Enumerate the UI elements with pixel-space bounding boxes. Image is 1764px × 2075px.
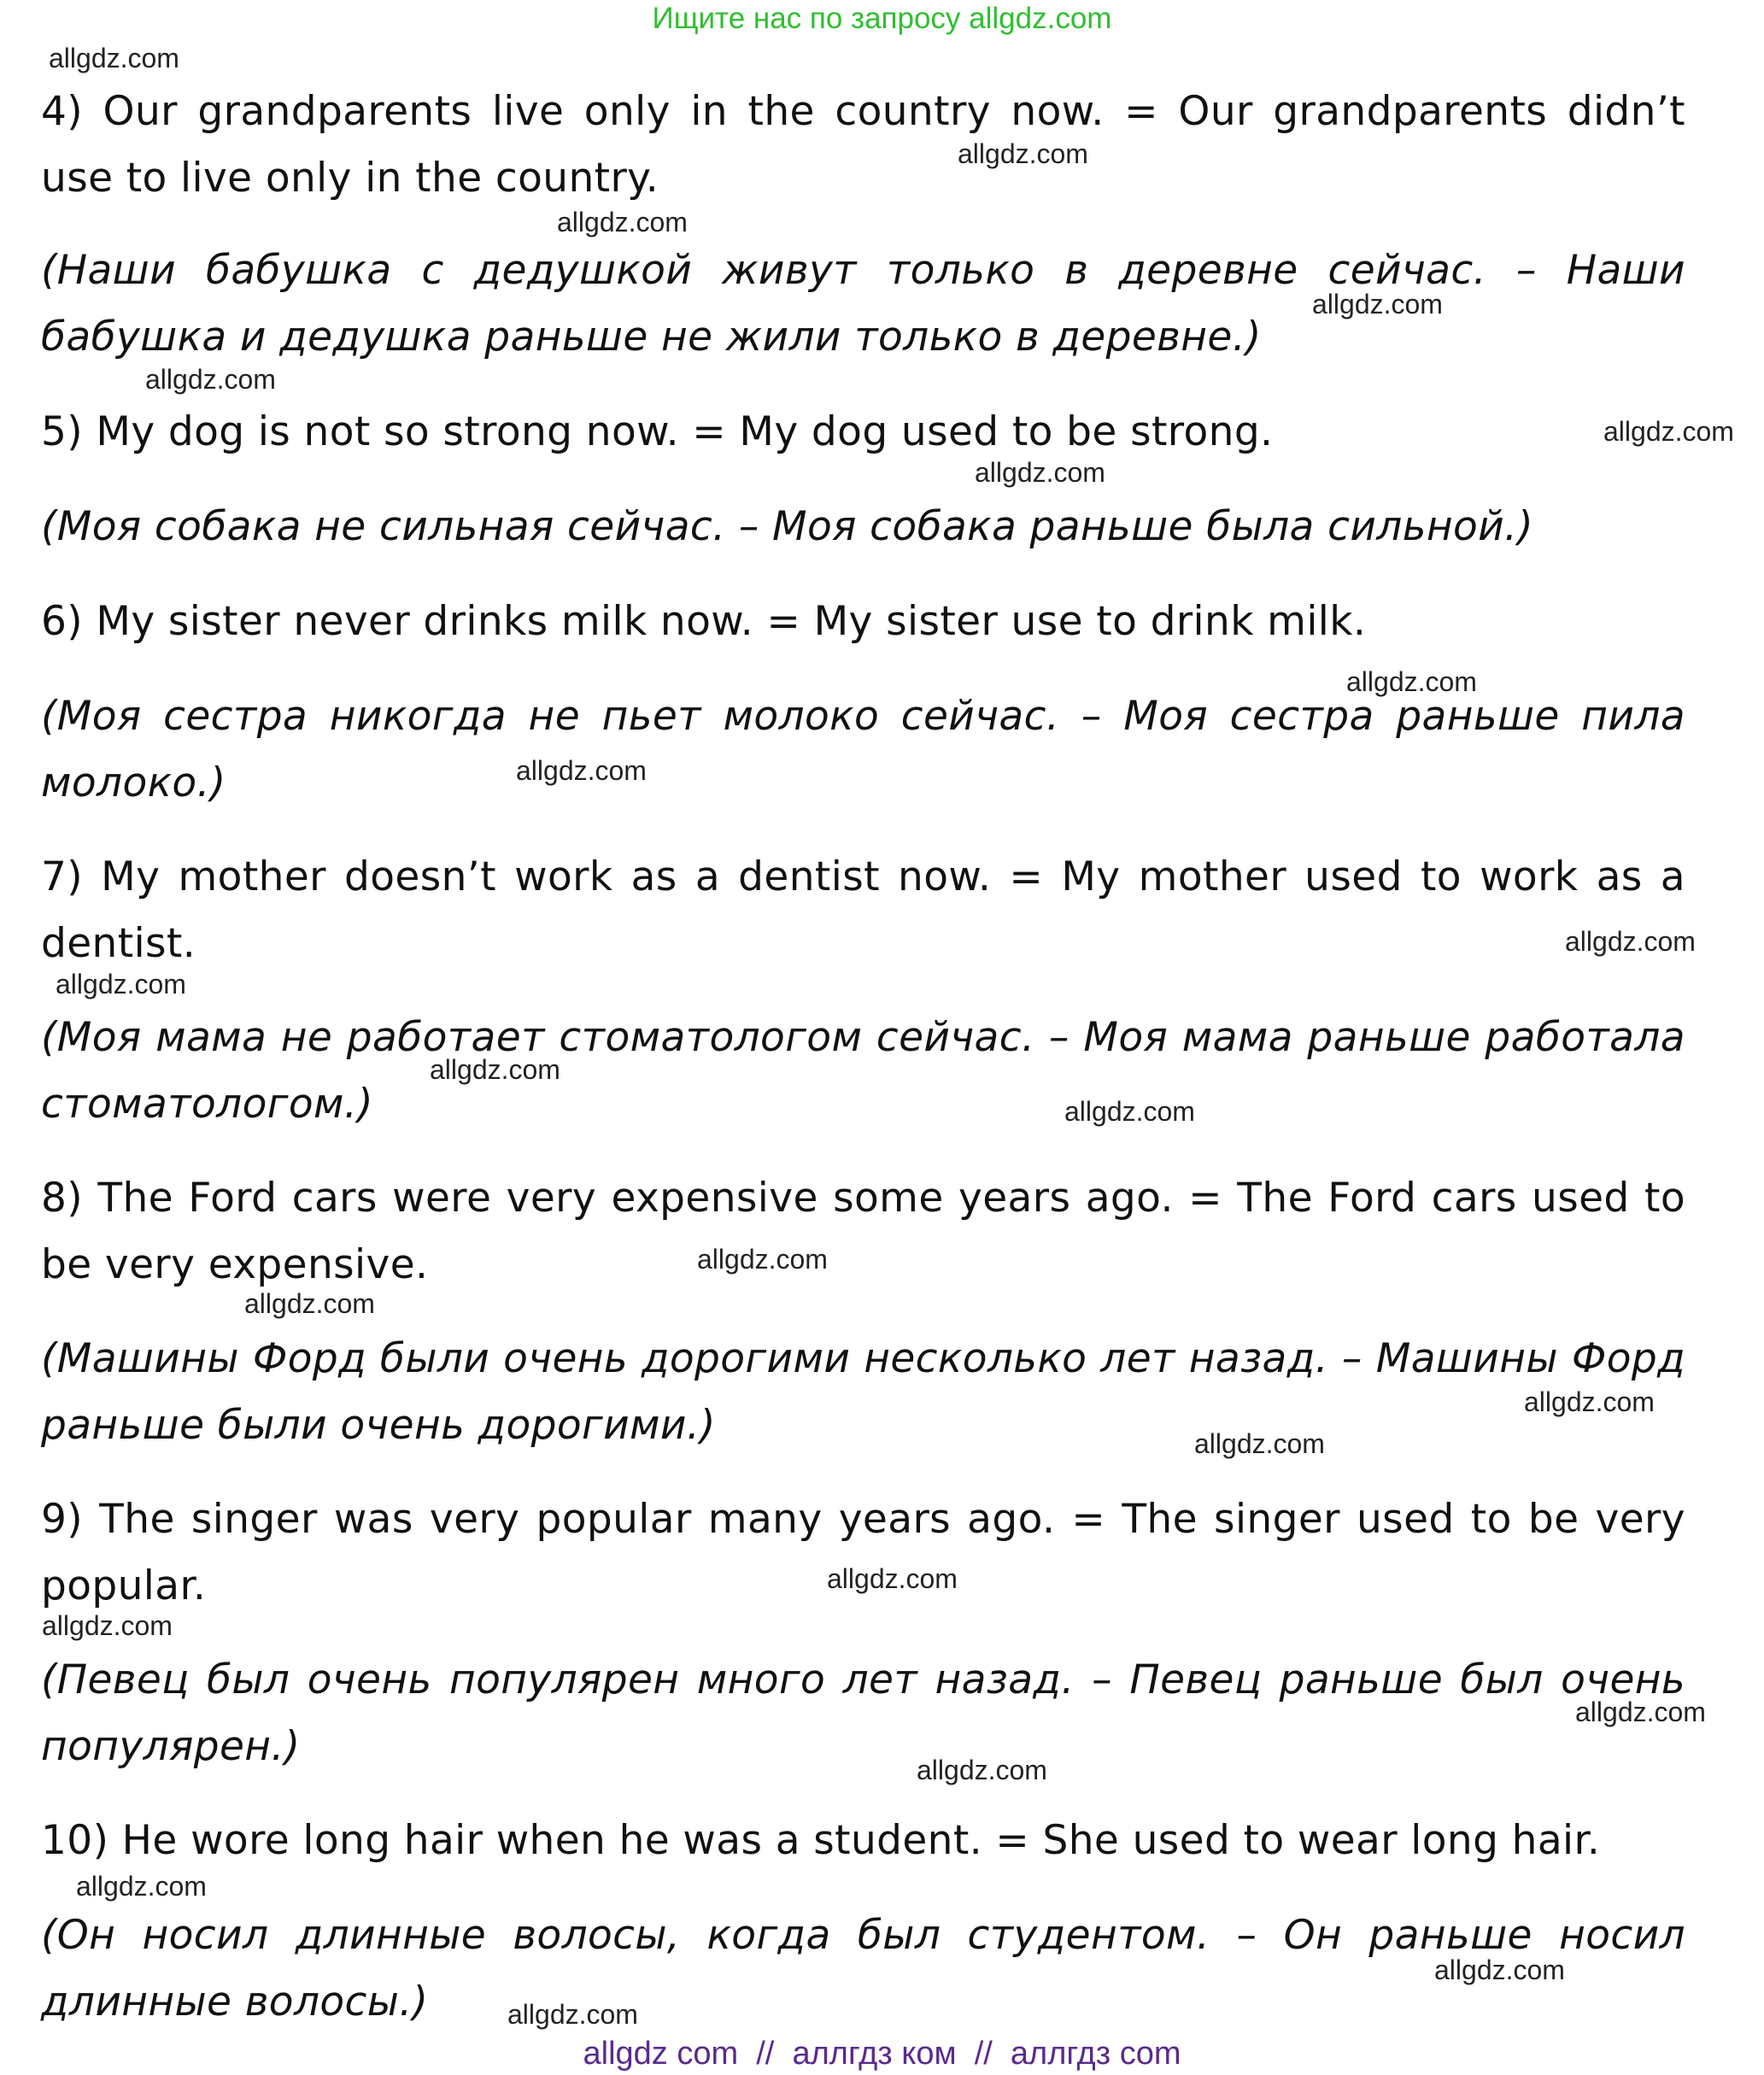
watermark: allgdz.com: [1565, 926, 1696, 957]
watermark: allgdz.com: [1575, 1697, 1706, 1727]
watermark: allgdz.com: [1064, 1096, 1195, 1127]
sentence-8-translation: (Машины Форд были очень дорогими несколько лет назад. – Машины Форд раньше были очень дорогими.): [41, 1335, 1685, 1449]
bottom-banner: allgdz com // аллгдз ком // аллгдз com: [583, 2036, 1181, 2072]
sentence-10-translation: (Он носил длинные волосы, когда был студентом. – Он раньше носил длинные волосы.): [41, 1912, 1685, 2025]
watermark: allgdz.com: [1603, 416, 1734, 447]
watermark: allgdz.com: [1346, 666, 1477, 697]
watermark: allgdz.com: [507, 1999, 638, 2030]
watermark: allgdz.com: [145, 364, 276, 395]
watermark: allgdz.com: [49, 43, 179, 73]
sentence-7-english: 7) My mother doesn’t work as a dentist now. = My mother used to work as a dentist.: [41, 853, 1685, 967]
watermark: allgdz.com: [557, 207, 688, 237]
watermark: allgdz.com: [430, 1054, 560, 1085]
sentence-7-translation: (Моя мама не работает стоматологом сейчас. – Моя мама раньше работала стоматологом.): [41, 1014, 1685, 1128]
sentence-10-english: 10) He wore long hair when he was a student. = She used to wear long hair.: [41, 1817, 1601, 1864]
watermark: allgdz.com: [244, 1288, 375, 1319]
top-banner: Ищите нас по запросу allgdz.com: [652, 2, 1112, 35]
watermark: allgdz.com: [975, 457, 1105, 488]
sentence-9-english: 9) The singer was very popular many years ago. = The singer used to be very popular.: [41, 1496, 1685, 1609]
watermark: allgdz.com: [697, 1244, 828, 1275]
sentence-9-translation: (Певец был очень популярен много лет назад. – Певец раньше был очень популярен.): [41, 1656, 1685, 1770]
watermark: allgdz.com: [917, 1755, 1047, 1785]
watermark: allgdz.com: [42, 1610, 173, 1641]
sentence-6-translation: (Моя сестра никогда не пьет молоко сейчас. – Моя сестра раньше пила молоко.): [41, 693, 1685, 806]
watermark: allgdz.com: [76, 1871, 207, 1902]
sentence-8-english: 8) The Ford cars were very expensive some years ago. = The Ford cars used to be very expensive.: [41, 1175, 1685, 1288]
watermark: allgdz.com: [1524, 1386, 1655, 1417]
watermark: allgdz.com: [958, 138, 1088, 169]
watermark: allgdz.com: [56, 969, 186, 999]
sentence-5-english: 5) My dog is not so strong now. = My dog used to be strong.: [41, 408, 1274, 455]
watermark: allgdz.com: [827, 1563, 958, 1594]
sentence-5-translation: (Моя собака не сильная сейчас. – Моя собака раньше была сильной.): [41, 503, 1534, 550]
watermark: allgdz.com: [1434, 1955, 1565, 1985]
watermark: allgdz.com: [1312, 289, 1443, 319]
sentence-6-english: 6) My sister never drinks milk now. = My sister use to drink milk.: [41, 598, 1367, 645]
sentence-4-english: 4) Our grandparents live only in the country now. = Our grandparents didn’t use to live only in the country.: [41, 88, 1685, 202]
sentence-4-translation: (Наши бабушка с дедушкой живут только в деревне сейчас. – Наши бабушка и дедушка раньше не жили только в деревне.): [41, 247, 1685, 360]
watermark: allgdz.com: [516, 755, 647, 786]
watermark: allgdz.com: [1194, 1428, 1325, 1459]
